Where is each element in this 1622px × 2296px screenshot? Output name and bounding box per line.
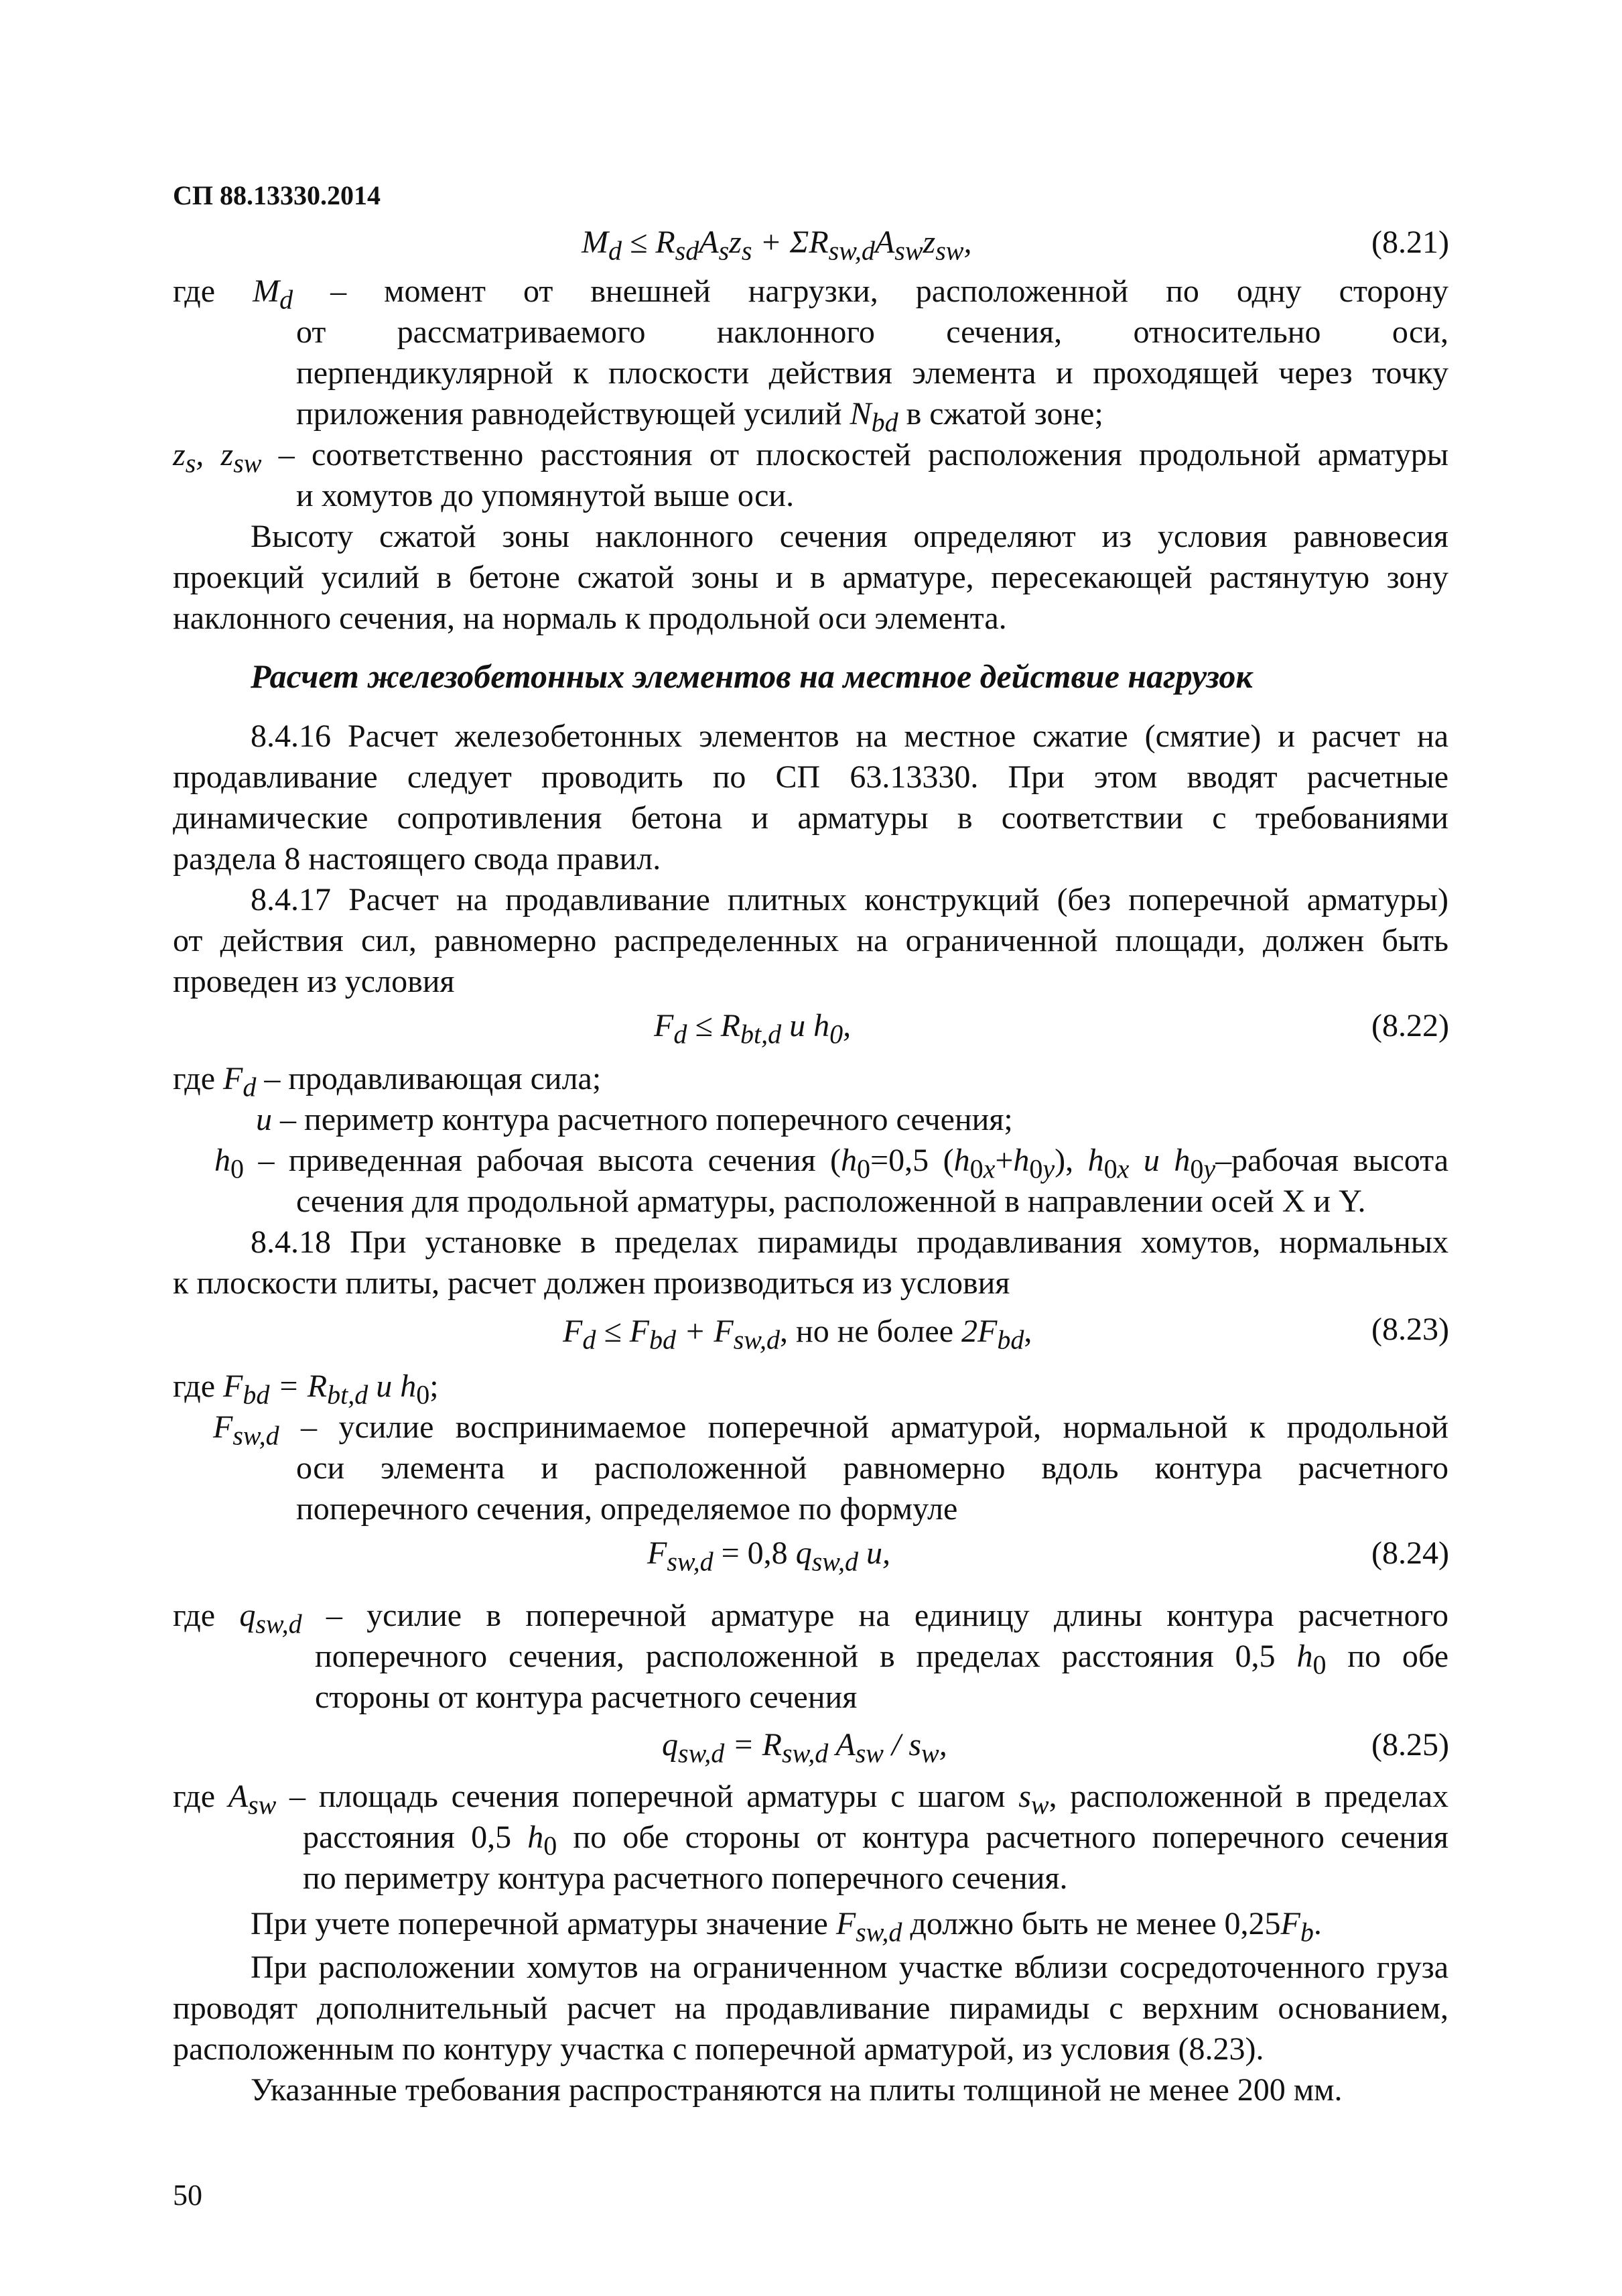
definition-qswd-line-3: стороны от контура расчетного сечения: [315, 1679, 858, 1715]
definition-asw-line-3: по периметру контура расчетного поперечного сечения.: [303, 1860, 1068, 1896]
definition-fswd-line-2: оси элемента и расположенной равномерно вдоль контура расчетного: [296, 1450, 1448, 1486]
definition-fswd-line-1: $F_{sw,d}$ – усилие воспринимаемое поперечной арматурой, нормальной к продольной: [213, 1409, 1448, 1451]
definition-qswd-line-2: поперечного сечения, расположенной в пределах расстояния 0,5 $h_0$ по обе: [315, 1639, 1448, 1680]
para-8417-line-1: 8.4.17 Расчет на продавливание плитных конструкций (без поперечной арматуры): [251, 882, 1448, 917]
definition-fswd-line-3: поперечного сечения, определяемое по формуле: [296, 1491, 958, 1527]
equation-8-23: $F_d \le F_{bd} + F_{sw,d}$, но не более $2F_{bd}$,: [563, 1314, 1032, 1355]
para-8418-line-2: к плоскости плиты, расчет должен производиться из условия: [173, 1265, 1010, 1301]
equation-number-8-21: (8.21): [1371, 225, 1449, 260]
para-8416-line-4: раздела 8 настоящего свода правил.: [173, 841, 661, 877]
definition-qswd-line-1: где $q_{sw,d}$ – усилие в поперечной арматуре на единицу длины контура расчетного: [173, 1598, 1448, 1639]
para-8416-line-2: продавливание следует проводить по СП 63.13330. При этом вводят расчетные: [173, 759, 1448, 795]
equation-number-8-24: (8.24): [1371, 1535, 1449, 1571]
section-heading: Расчет железобетонных элементов на местное действие нагрузок: [251, 657, 1253, 695]
equation-8-21: $M_d \le R_{sd}A_sz_s + \Sigma R_{sw,d}A_{sw}z_{sw}$,: [582, 225, 972, 266]
para-height-line-3: наклонного сечения, на нормаль к продольной оси элемента.: [173, 600, 1007, 636]
definition-md-line-2: от рассматриваемого наклонного сечения, относительно оси,: [296, 314, 1448, 350]
definition-asw-line-2: расстояния 0,5 $h_0$ по обе стороны от контура расчетного поперечного сечения: [303, 1820, 1449, 1861]
para-height-line-2: проекций усилий в бетоне сжатой зоны и в арматуре, пересекающей растянутую зону: [173, 560, 1448, 595]
document-header: СП 88.13330.2014: [173, 180, 381, 210]
equation-8-25: $q_{sw,d} = R_{sw,d}$ $A_{sw} / s_w$,: [662, 1727, 947, 1769]
equation-8-22: $F_d \le R_{bt,d}$ u $h_0$,: [654, 1008, 852, 1049]
equation-number-8-25: (8.25): [1371, 1727, 1449, 1763]
definition-fd: где $F_d$ – продавливающая сила;: [173, 1061, 602, 1102]
equation-8-24: $F_{sw,d} = 0,8$ $q_{sw,d}$ u,: [647, 1535, 890, 1577]
para-clamps-line-3: расположенным по контуру участка с поперечной арматурой, из условия (8.23).: [173, 2031, 1264, 2067]
para-clamps-line-1: При расположении хомутов на ограниченном участке вблизи сосредоточенного груза: [251, 1950, 1448, 1985]
equation-number-8-22: (8.22): [1371, 1008, 1449, 1043]
para-fswd-minimum: При учете поперечной арматуры значение $F_{sw,d}$ должно быть не менее $0,25F_b$.: [251, 1906, 1322, 1948]
definition-u: u – периметр контура расчетного поперечного сечения;: [256, 1102, 1013, 1137]
definition-zs-line-2: и хомутов до упомянутой выше оси.: [296, 478, 795, 513]
definition-h0-line-2: сечения для продольной арматуры, расположенной в направлении осей X и Y.: [296, 1184, 1366, 1219]
definition-md-line-3: перпендикулярной к плоскости действия элемента и проходящей через точку: [296, 355, 1448, 391]
definition-zs-line-1: $z_s$, $z_{sw}$ – соответственно расстояния от плоскостей расположения продольной арматуры: [173, 437, 1448, 479]
para-8416-line-3: динамические сопротивления бетона и арматуры в соответствии с требованиями: [173, 800, 1448, 836]
para-height-line-1: Высоту сжатой зоны наклонного сечения определяют из условия равновесия: [251, 519, 1448, 554]
definition-md-line-1: где $M_d$ – момент от внешней нагрузки, расположенной по одну сторону: [173, 273, 1449, 315]
para-clamps-line-2: проводят дополнительный расчет на продавливание пирамиды с верхним основанием,: [173, 1990, 1448, 2026]
definition-md-line-4: приложения равнодействующей усилий $N_{bd}$ в сжатой зоне;: [296, 396, 1103, 438]
definition-h0-line-1: $h_0$ – приведенная рабочая высота сечения ($h_0=0,5$ $(h_{0x}+h_{0y})$, $h_{0x}$ и $h_{0y}$–рабочая высота: [214, 1143, 1449, 1184]
para-requirements: Указанные требования распространяются на плиты толщиной не менее 200 мм.: [251, 2072, 1343, 2108]
para-8416-line-1: 8.4.16 Расчет железобетонных элементов на местное сжатие (смятие) и расчет на: [251, 718, 1448, 754]
para-8417-line-3: проведен из условия: [173, 964, 455, 999]
definition-asw-line-1: где $A_{sw}$ – площадь сечения поперечной арматуры с шагом $s_w$, расположенной в пределах: [173, 1779, 1449, 1820]
definition-fbd: где $F_{bd} = R_{bt,d}$ u $h_0$;: [173, 1368, 439, 1410]
para-8417-line-2: от действия сил, равномерно распределенных на ограниченной площади, должен быть: [173, 923, 1448, 958]
page-number: 50: [173, 2179, 202, 2212]
para-8418-line-1: 8.4.18 При установке в пределах пирамиды продавливания хомутов, нормальных: [251, 1224, 1448, 1260]
equation-number-8-23: (8.23): [1371, 1312, 1449, 1347]
